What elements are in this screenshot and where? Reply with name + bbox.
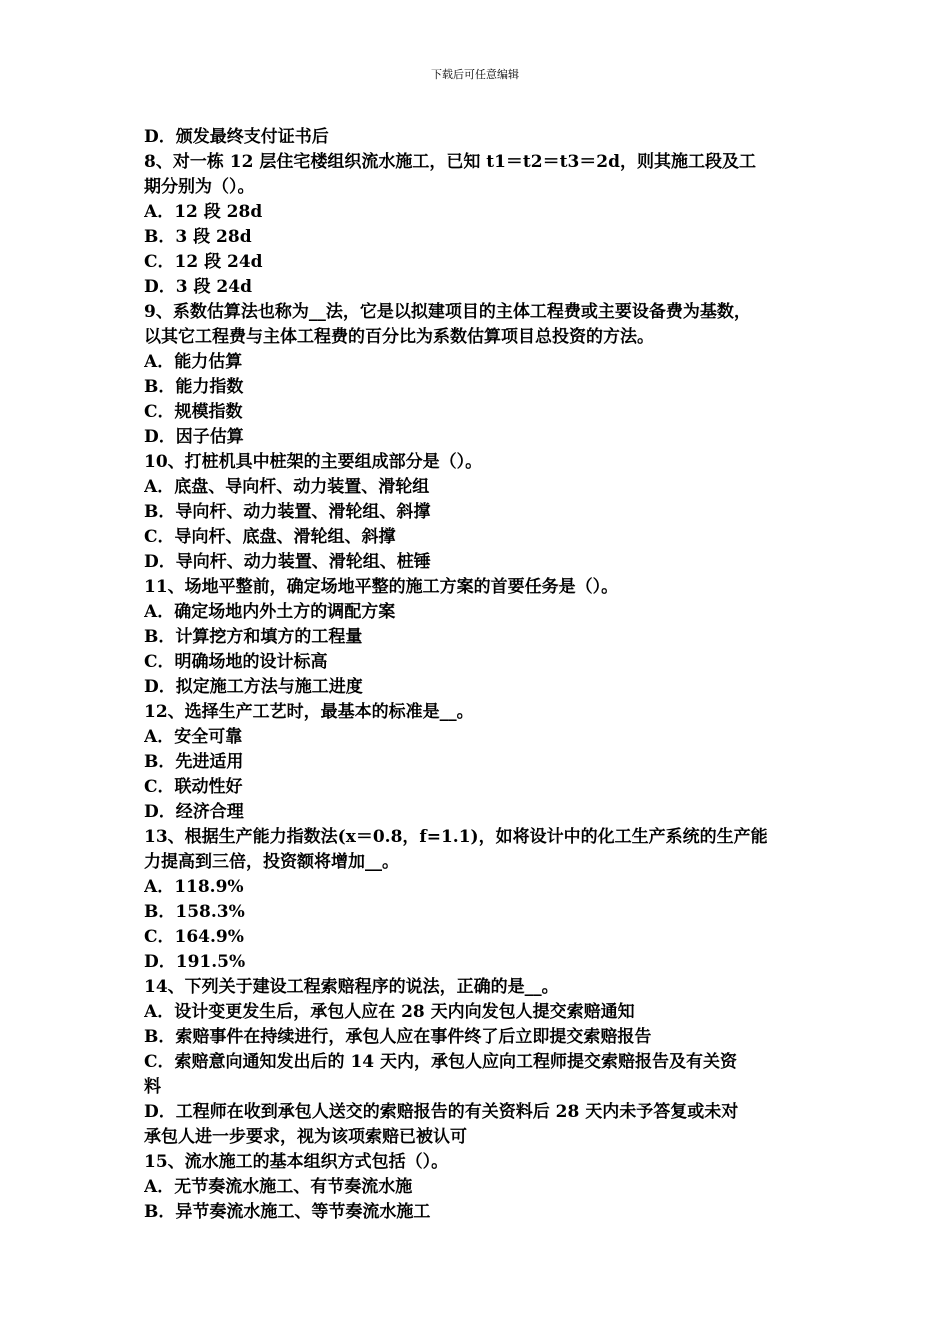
text-line: 以其它工程费与主体工程费的百分比为系数估算项目总投资的方法。 (144, 327, 654, 347)
text-line: A．12 段 28d (144, 202, 263, 222)
text-line: D．拟定施工方法与施工进度 (144, 677, 363, 697)
text-line: 9、系数估算法也称为__法，它是以拟建项目的主体工程费或主要设备费为基数， (144, 302, 751, 322)
text-line: C．12 段 24d (144, 252, 263, 272)
text-line: 14、下列关于建设工程索赔程序的说法，正确的是__。 (144, 977, 559, 997)
text-line: D．经济合理 (144, 802, 244, 822)
text-line: A．确定场地内外土方的调配方案 (144, 602, 396, 622)
text-line: D．191.5% (144, 952, 246, 972)
text-line: A．设计变更发生后，承包人应在 28 天内向发包人提交索赔通知 (144, 1002, 635, 1022)
text-line: 12、选择生产工艺时，最基本的标准是__。 (144, 702, 474, 722)
text-line: A．118.9% (144, 877, 244, 897)
text-line: A．能力估算 (144, 352, 243, 372)
text-line: D．导向杆、动力装置、滑轮组、桩锤 (144, 552, 431, 572)
text-line: D．工程师在收到承包人送交的索赔报告的有关资料后 28 天内未予答复或未对 (144, 1102, 739, 1122)
text-line: 10、打桩机具中桩架的主要组成部分是（）。 (144, 452, 483, 472)
document-body (144, 125, 824, 1225)
text-line: 11、场地平整前，确定场地平整的施工方案的首要任务是（）。 (144, 577, 619, 597)
text-line: C．明确场地的设计标高 (144, 652, 328, 672)
text-line: A．无节奏流水施工、有节奏流水施 (144, 1177, 413, 1197)
text-line: 期分别为（）。 (144, 177, 255, 197)
text-line: 承包人进一步要求，视为该项索赔已被认可 (144, 1127, 467, 1147)
text-line: 15、流水施工的基本组织方式包括（）。 (144, 1152, 449, 1172)
text-line: C．导向杆、底盘、滑轮组、斜撑 (144, 527, 396, 547)
text-line: C．规模指数 (144, 402, 243, 422)
text-line: B．索赔事件在持续进行，承包人应在事件终了后立即提交索赔报告 (144, 1027, 652, 1047)
text-line: B．异节奏流水施工、等节奏流水施工 (144, 1202, 431, 1222)
text-line: 力提高到三倍，投资额将增加__。 (144, 852, 399, 872)
text-line: B．158.3% (144, 902, 245, 922)
text-line: 13、根据生产能力指数法(x＝0.8，f=1.1)，如将设计中的化工生产系统的生产能 (144, 827, 768, 847)
text-line: 料 (144, 1077, 161, 1097)
text-line: B．能力指数 (144, 377, 244, 397)
text-line: A．底盘、导向杆、动力装置、滑轮组 (144, 477, 430, 497)
text-line: B．先进适用 (144, 752, 244, 772)
text-line: B．计算挖方和填方的工程量 (144, 627, 363, 647)
text-line: B．3 段 28d (144, 227, 252, 247)
text-line: C．164.9% (144, 927, 244, 947)
text-line: B．导向杆、动力装置、滑轮组、斜撑 (144, 502, 431, 522)
text-line: A．安全可靠 (144, 727, 243, 747)
text-line: C．索赔意向通知发出后的 14 天内，承包人应向工程师提交索赔报告及有关资 (144, 1052, 738, 1072)
text-line: D．因子估算 (144, 427, 244, 447)
text-line: D．3 段 24d (144, 277, 252, 297)
page-header: 下载后可任意编辑 (431, 68, 519, 81)
text-line: 8、对一栋 12 层住宅楼组织流水施工，已知 t1＝t2＝t3＝2d，则其施工段及工 (144, 152, 756, 172)
text-line: C．联动性好 (144, 777, 243, 797)
text-line: D．颁发最终支付证书后 (144, 127, 329, 147)
